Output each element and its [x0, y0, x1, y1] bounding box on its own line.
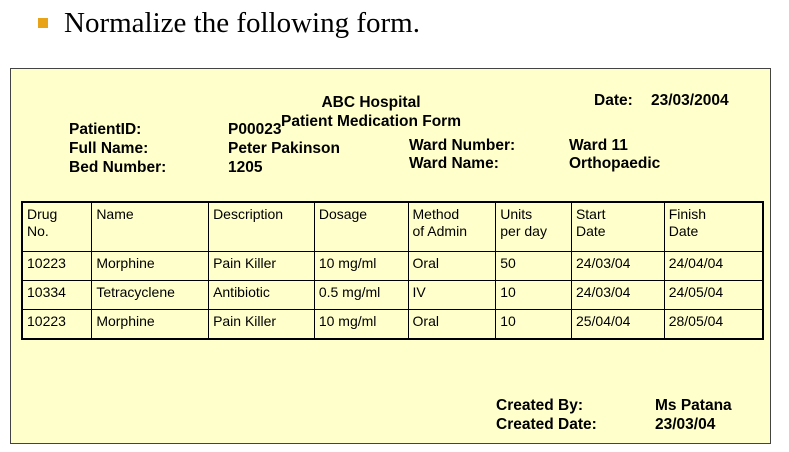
- cell-drug-no: 10334: [22, 281, 92, 310]
- cell-finish-date: 28/05/04: [664, 310, 763, 340]
- slide-heading: Normalize the following form.: [64, 6, 420, 39]
- cell-units: 10: [496, 310, 572, 340]
- cell-name: Tetracyclene: [92, 281, 209, 310]
- header-name: Name: [92, 202, 209, 252]
- cell-finish-date: 24/05/04: [664, 281, 763, 310]
- patient-medication-form: [10, 68, 771, 444]
- patient-id-value: P00023: [228, 121, 282, 138]
- header-method-of-admin: Method of Admin: [408, 202, 496, 252]
- cell-description: Pain Killer: [209, 310, 315, 340]
- table-header-row: [22, 202, 763, 252]
- full-name-value: Peter Pakinson: [228, 140, 340, 157]
- cell-units: 50: [496, 252, 572, 281]
- created-date-value: 23/03/04: [655, 416, 716, 433]
- header-description: Description: [209, 202, 315, 252]
- created-by-value: Ms Patana: [655, 397, 732, 414]
- cell-start-date: 24/03/04: [571, 281, 664, 310]
- bullet-line: [38, 6, 420, 40]
- ward-name-value: Orthopaedic: [569, 155, 661, 172]
- cell-method: Oral: [408, 252, 496, 281]
- header-units-per-day: Units per day: [496, 202, 572, 252]
- cell-description: Antibiotic: [209, 281, 315, 310]
- cell-name: Morphine: [92, 252, 209, 281]
- cell-drug-no: 10223: [22, 252, 92, 281]
- cell-finish-date: 24/04/04: [664, 252, 763, 281]
- bed-number-value: 1205: [228, 159, 263, 176]
- cell-units: 10: [496, 281, 572, 310]
- table-row: [22, 281, 763, 310]
- ward-name-label: Ward Name:: [409, 155, 499, 172]
- date-value: 23/03/2004: [651, 92, 729, 109]
- square-bullet-icon: [38, 18, 48, 28]
- table-row: [22, 252, 763, 281]
- bed-number-label: Bed Number:: [69, 159, 167, 176]
- form-title: Patient Medication Form: [281, 113, 461, 130]
- cell-dosage: 10 mg/ml: [314, 310, 408, 340]
- patient-id-label: PatientID:: [69, 121, 142, 138]
- table-row: [22, 310, 763, 340]
- header-drug-no: Drug No.: [22, 202, 92, 252]
- header-dosage: Dosage: [314, 202, 408, 252]
- full-name-label: Full Name:: [69, 140, 149, 157]
- hospital-name: ABC Hospital: [321, 94, 421, 111]
- medication-table: [21, 201, 764, 340]
- cell-name: Morphine: [92, 310, 209, 340]
- cell-dosage: 0.5 mg/ml: [314, 281, 408, 310]
- cell-method: IV: [408, 281, 496, 310]
- cell-drug-no: 10223: [22, 310, 92, 340]
- ward-number-label: Ward Number:: [409, 137, 516, 154]
- created-date-label: Created Date:: [496, 416, 597, 433]
- ward-number-value: Ward 11: [569, 137, 628, 154]
- header-start-date: Start Date: [571, 202, 664, 252]
- created-by-label: Created By:: [496, 397, 583, 414]
- cell-description: Pain Killer: [209, 252, 315, 281]
- cell-start-date: 24/03/04: [571, 252, 664, 281]
- date-label: Date:: [594, 92, 633, 109]
- cell-dosage: 10 mg/ml: [314, 252, 408, 281]
- header-finish-date: Finish Date: [664, 202, 763, 252]
- cell-start-date: 25/04/04: [571, 310, 664, 340]
- cell-method: Oral: [408, 310, 496, 340]
